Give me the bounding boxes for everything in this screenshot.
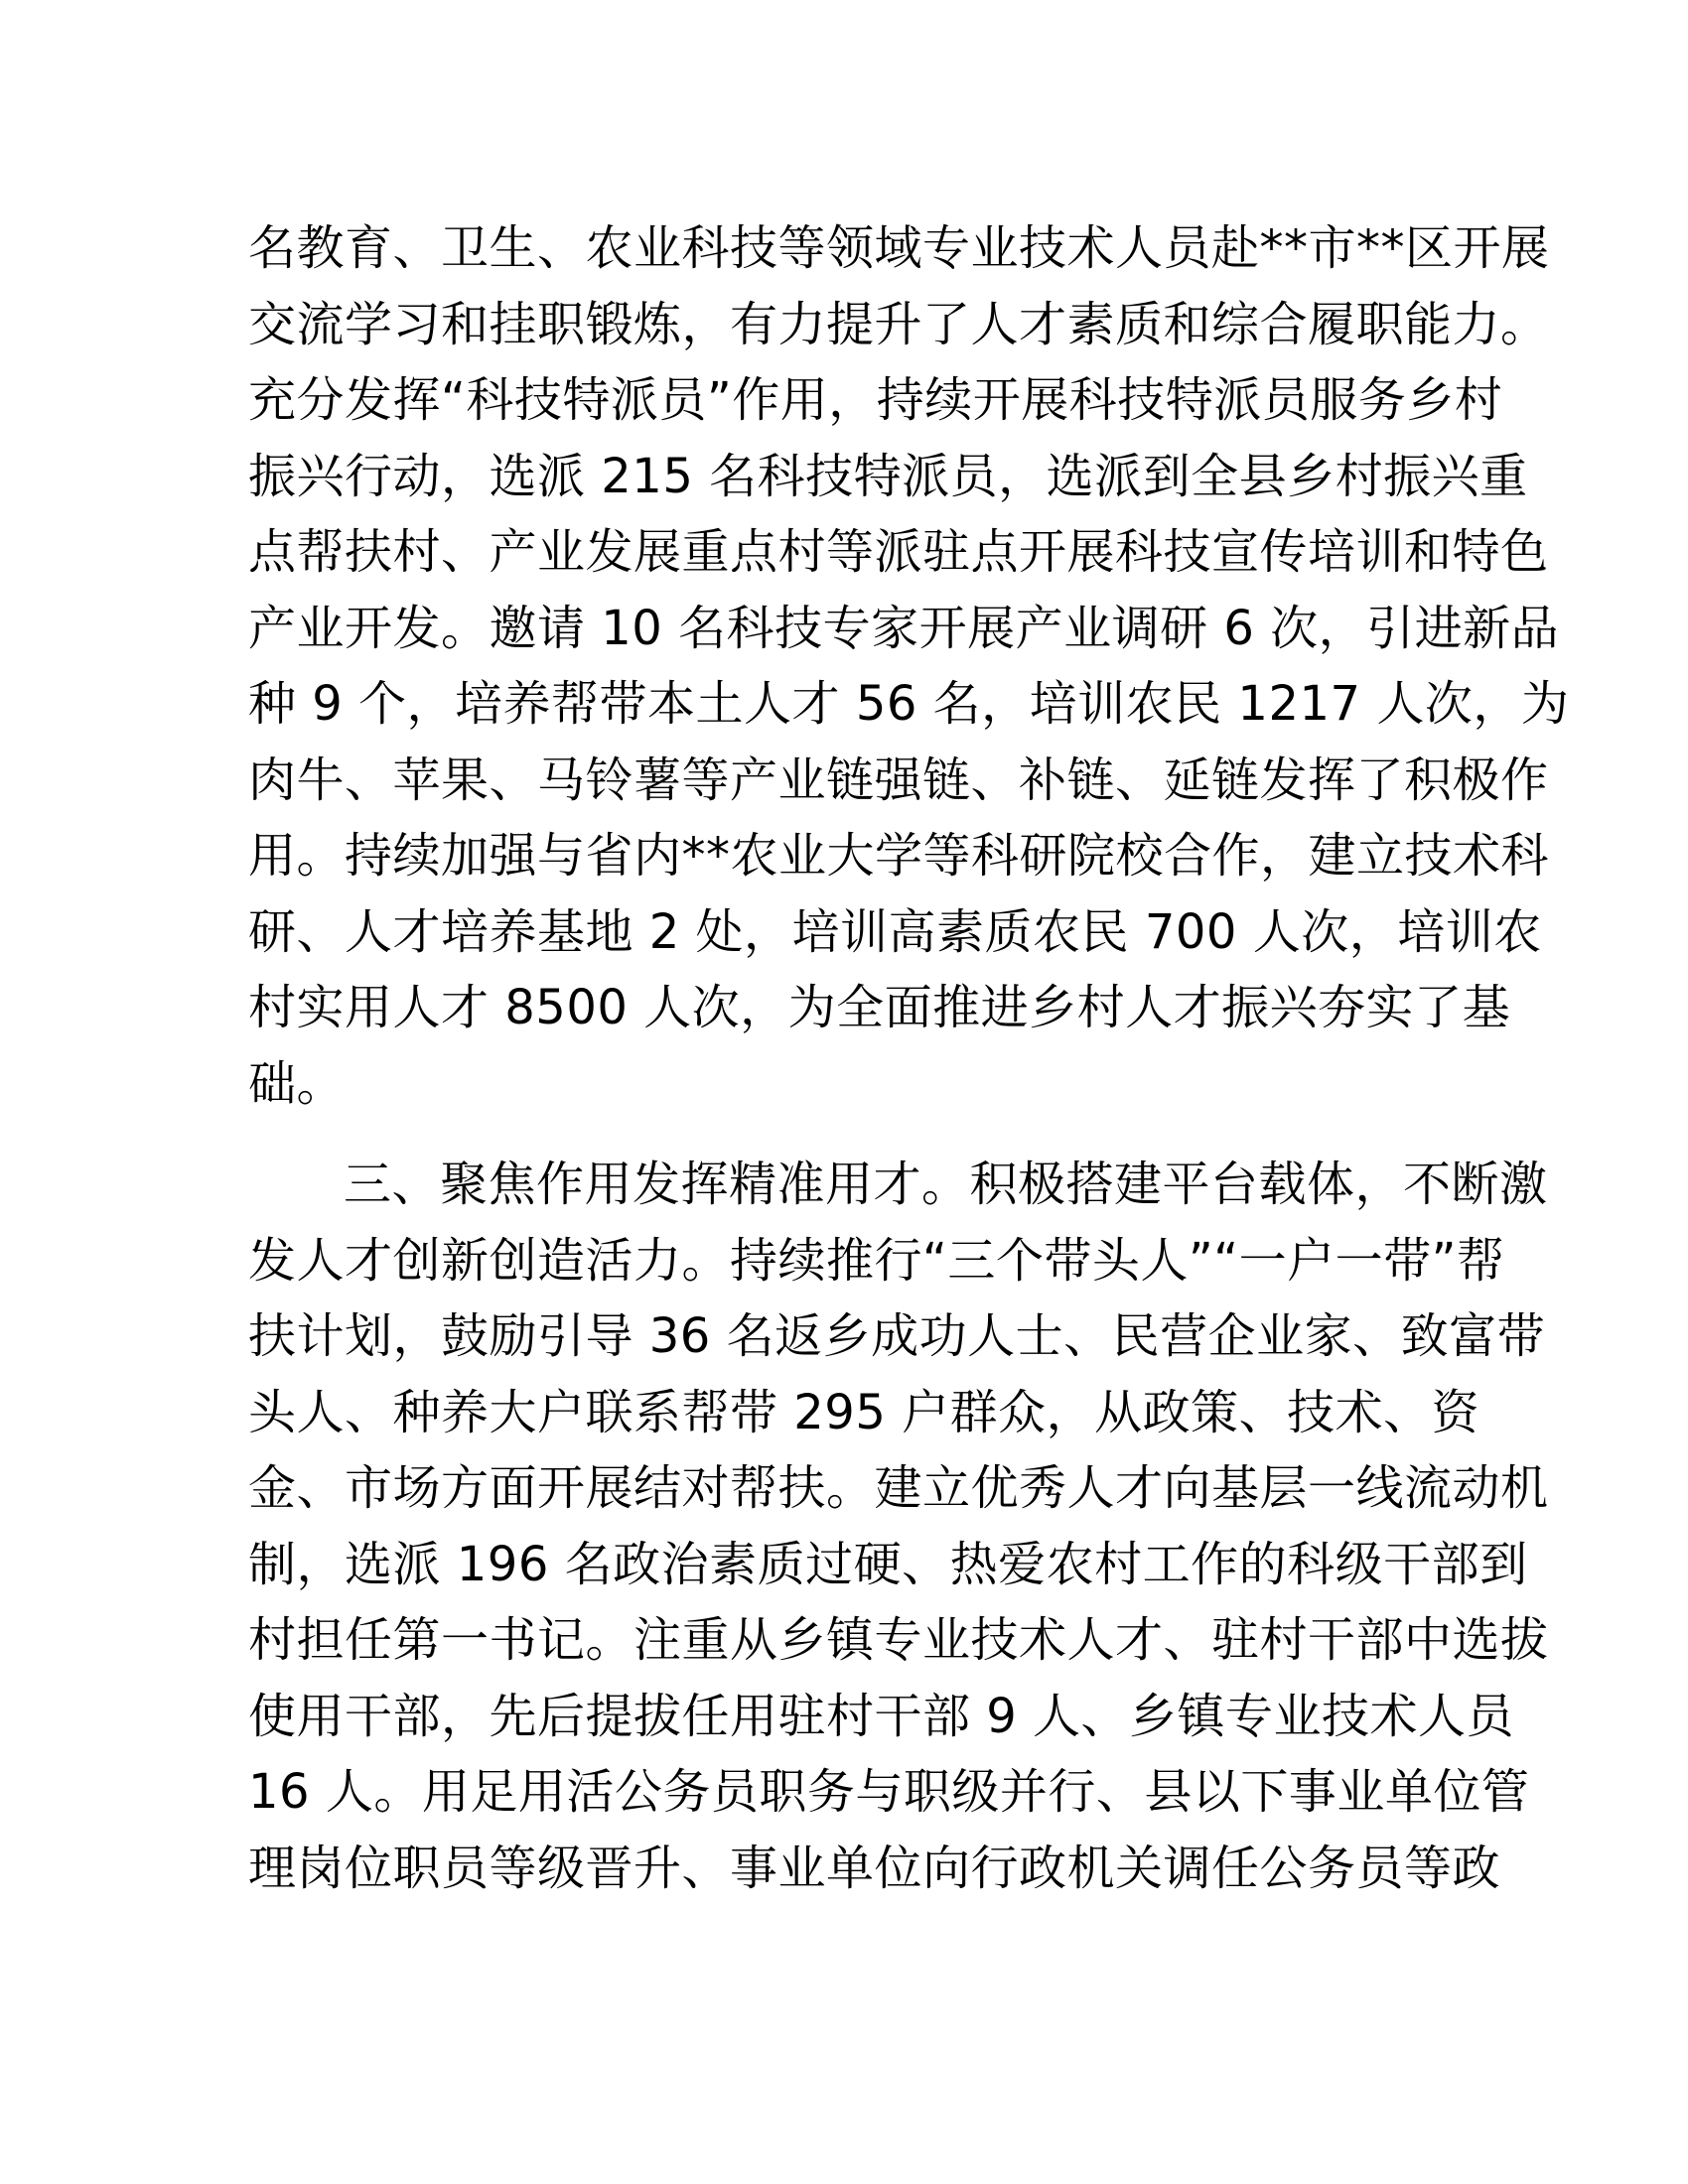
document-page — [248, 210, 1570, 1906]
paragraph-section-three — [248, 1147, 1549, 1906]
text-line: 16 人。用足用活公务员职务与职级并行、县以下事业单位管 — [248, 1764, 1530, 1820]
text-line: 研、人才培养基地 2 处，培训高素质农民 700 人次，培训农 — [248, 903, 1542, 960]
text-line: 村实用人才 8500 人次，为全面推进乡村人才振兴夯实了基 — [248, 980, 1511, 1035]
text-line: 充分发挥“科技特派员”作用，持续开展科技特派员服务乡村 — [248, 372, 1503, 428]
text-line: 制，选派 196 名政治素质过硬、热爱农村工作的科级干部到 — [248, 1536, 1528, 1592]
text-line: 交流学习和挂职锻炼，有力提升了人才素质和综合履职能力。 — [248, 296, 1549, 352]
text-line: 点帮扶村、产业发展重点村等派驻点开展科技宣传培训和特色 — [248, 524, 1549, 580]
text-line: 理岗位职员等级晋升、事业单位向行政机关调任公务员等政 — [248, 1840, 1501, 1896]
text-line: 产业开发。邀请 10 名科技专家开展产业调研 6 次，引进新品 — [248, 600, 1560, 656]
text-line: 用。持续加强与省内**农业大学等科研院校合作，建立技术科 — [248, 828, 1550, 884]
text-line: 扶计划，鼓励引导 36 名返乡成功人士、民营企业家、致富带 — [248, 1308, 1546, 1364]
text-line: 肉牛、苹果、马铃薯等产业链强链、补链、延链发挥了积极作 — [248, 751, 1549, 808]
text-line: 发人才创新创造活力。持续推行“三个带头人”“一户一带”帮 — [248, 1232, 1505, 1289]
text-line: 头人、种养大户联系帮带 295 户群众，从政策、技术、资 — [248, 1384, 1480, 1440]
text-line: 使用干部，先后提拔任用驻村干部 9 人、乡镇专业技术人员 — [248, 1688, 1515, 1744]
text-line: 振兴行动，选派 215 名科技特派员，选派到全县乡村振兴重 — [248, 448, 1528, 504]
text-line: 村担任第一书记。注重从乡镇专业技术人才、驻村干部中选拔 — [248, 1612, 1549, 1668]
text-line: 金、市场方面开展结对帮扶。建立优秀人才向基层一线流动机 — [248, 1460, 1549, 1516]
section-heading-line: 三、聚焦作用发挥精准用才。积极搭建平台载体，不断激 — [344, 1157, 1548, 1212]
text-line: 名教育、卫生、农业科技等领域专业技术人员赴**市**区开展 — [248, 220, 1550, 276]
text-line: 种 9 个，培养帮带本土人才 56 名，培训农民 1217 人次，为 — [248, 676, 1570, 732]
paragraph-talent-training — [248, 210, 1570, 1122]
text-line: 础。 — [248, 1055, 346, 1112]
